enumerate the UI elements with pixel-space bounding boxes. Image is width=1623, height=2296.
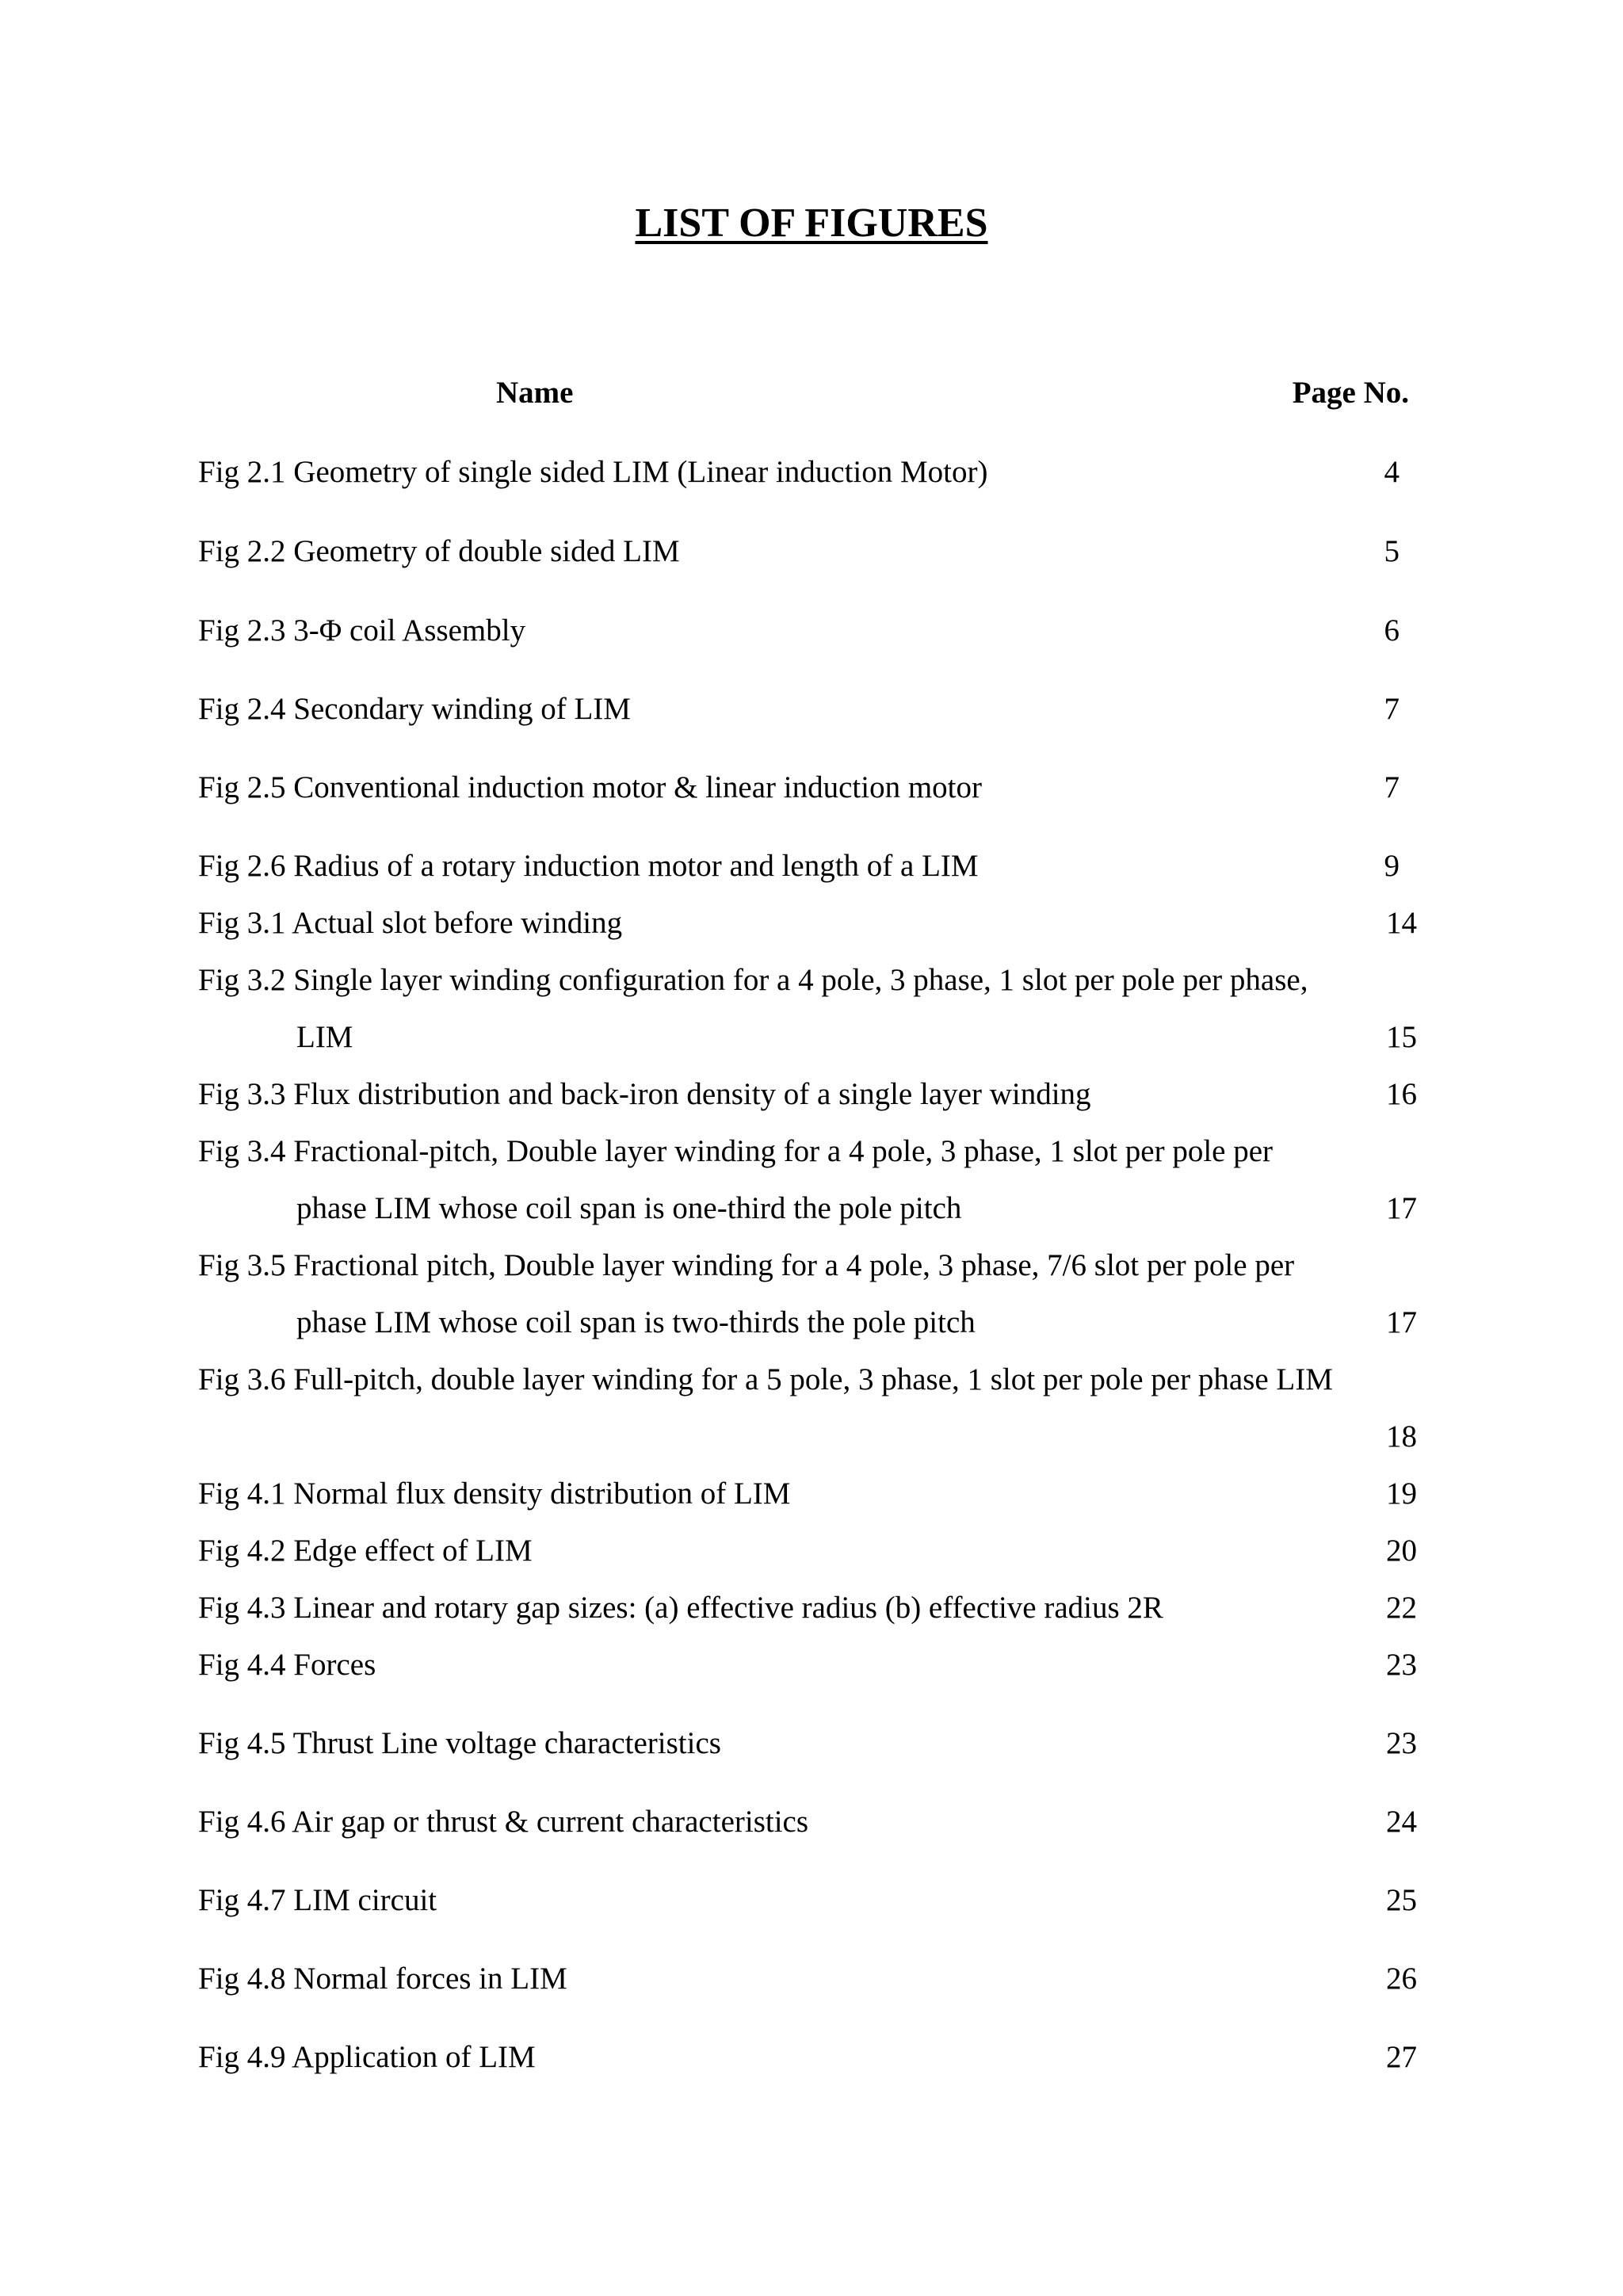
figure-entry	[198, 1878, 1417, 1923]
figure-entry-text: Fig 2.1 Geometry of single sided LIM (Linear induction Motor)	[198, 455, 988, 489]
figure-entry	[198, 1529, 1417, 1573]
figure-entry-page: 17	[1386, 1191, 1417, 1225]
figure-entry-page: 14	[1386, 906, 1417, 940]
column-header-page: Page No.	[1292, 376, 1409, 410]
figure-entry-text: Fig 2.4 Secondary winding of LIM	[198, 692, 631, 726]
figure-entry-page: 16	[1386, 1077, 1417, 1111]
figure-entry-page: 5	[1384, 534, 1400, 568]
figure-entry	[198, 1721, 1417, 1766]
figure-entry-page: 6	[1384, 613, 1400, 648]
figure-entry	[198, 1129, 1417, 1174]
figure-entry-text: Fig 2.3 3-Φ coil Assembly	[198, 613, 526, 648]
figure-entry	[198, 529, 1417, 574]
figure-entry-page: 24	[1386, 1805, 1417, 1839]
figure-entry	[198, 1800, 1417, 1844]
figure-entry-text-continued: phase LIM whose coil span is one-third the pole pitch	[296, 1191, 962, 1225]
figure-entry	[198, 1586, 1417, 1630]
figure-entry-page: 26	[1386, 1962, 1417, 1996]
figure-entry	[198, 450, 1417, 495]
figure-entry	[198, 958, 1417, 1003]
figure-entry	[198, 766, 1417, 810]
figure-entry-page: 22	[1386, 1591, 1417, 1625]
figure-entry-text: Fig 4.7 LIM circuit	[198, 1883, 437, 1917]
figure-entry	[198, 844, 1417, 888]
figure-entry-text: Fig 2.6 Radius of a rotary induction motor and length of a LIM	[198, 849, 979, 883]
figure-entry-text: Fig 3.2 Single layer winding configuration for a 4 pole, 3 phase, 1 slot per pole per phase,	[198, 963, 1308, 997]
figure-entry-page: 15	[1386, 1020, 1417, 1054]
figure-entry	[198, 1957, 1417, 2001]
figure-entry-text: Fig 3.6 Full-pitch, double layer winding for a 5 pole, 3 phase, 1 slot per pole per phase LIM	[198, 1362, 1333, 1396]
figure-entry	[198, 901, 1417, 946]
figure-entry	[198, 687, 1417, 732]
figure-entry-text: Fig 3.3 Flux distribution and back-iron density of a single layer winding	[198, 1077, 1091, 1111]
figure-entry-page: 7	[1384, 770, 1400, 804]
figure-entry-text: Fig 3.4 Fractional-pitch, Double layer winding for a 4 pole, 3 phase, 1 slot per pole per	[198, 1134, 1274, 1168]
figure-entry-page: 17	[1386, 1305, 1417, 1339]
figure-entry-page: 23	[1386, 1726, 1417, 1760]
figure-entry-page-row	[198, 1415, 1417, 1459]
figure-entry-text: Fig 4.9 Application of LIM	[198, 2040, 536, 2074]
figure-entry-text: Fig 4.8 Normal forces in LIM	[198, 1962, 567, 1996]
figure-entry-text: Fig 4.3 Linear and rotary gap sizes: (a) effective radius (b) effective radius 2R	[198, 1591, 1163, 1625]
figure-entry-text: Fig 3.5 Fractional pitch, Double layer winding for a 4 pole, 3 phase, 7/6 slot per pole per	[198, 1248, 1295, 1282]
figure-entry-text: Fig 4.6 Air gap or thrust & current characteristics	[198, 1805, 809, 1839]
figure-entry-page: 9	[1384, 849, 1400, 883]
figure-entry-text-continued: LIM	[296, 1020, 353, 1054]
figure-entry-page: 4	[1384, 455, 1400, 489]
figure-entry-continuation	[198, 1301, 1417, 1345]
page-title-text: LIST OF FIGURES	[635, 201, 988, 246]
figure-entry-text: Fig 3.1 Actual slot before winding	[198, 906, 623, 940]
figure-entry-text: Fig 4.4 Forces	[198, 1648, 376, 1682]
figure-entry	[198, 1244, 1417, 1288]
figure-entry	[198, 609, 1417, 653]
page-title	[0, 195, 1623, 252]
figure-entry	[198, 1472, 1417, 1516]
figure-entry	[198, 1072, 1417, 1117]
figure-entry-text: Fig 4.1 Normal flux density distribution of LIM	[198, 1477, 791, 1511]
figure-entry-text: Fig 4.5 Thrust Line voltage characteristics	[198, 1726, 721, 1760]
figure-entry-page: 27	[1386, 2040, 1417, 2074]
figure-entry-page: 7	[1384, 692, 1400, 726]
figure-entry	[198, 1358, 1417, 1402]
column-header-name: Name	[496, 376, 574, 410]
figure-entry-page: 25	[1386, 1883, 1417, 1917]
figure-entry-text: Fig 4.2 Edge effect of LIM	[198, 1534, 533, 1568]
figure-entry-text: Fig 2.2 Geometry of double sided LIM	[198, 534, 680, 568]
figure-entry-text: Fig 2.5 Conventional induction motor & linear induction motor	[198, 770, 982, 804]
figure-entry-page: 18	[1386, 1419, 1417, 1454]
figure-entry	[198, 1643, 1417, 1687]
figure-entry	[198, 2035, 1417, 2080]
figure-entry-text-continued: phase LIM whose coil span is two-thirds the pole pitch	[296, 1305, 976, 1339]
figure-entry-page: 23	[1386, 1648, 1417, 1682]
figure-entry-continuation	[198, 1186, 1417, 1231]
figure-entry-page: 20	[1386, 1534, 1417, 1568]
figure-entry-continuation	[198, 1015, 1417, 1060]
figure-entry-page: 19	[1386, 1477, 1417, 1511]
